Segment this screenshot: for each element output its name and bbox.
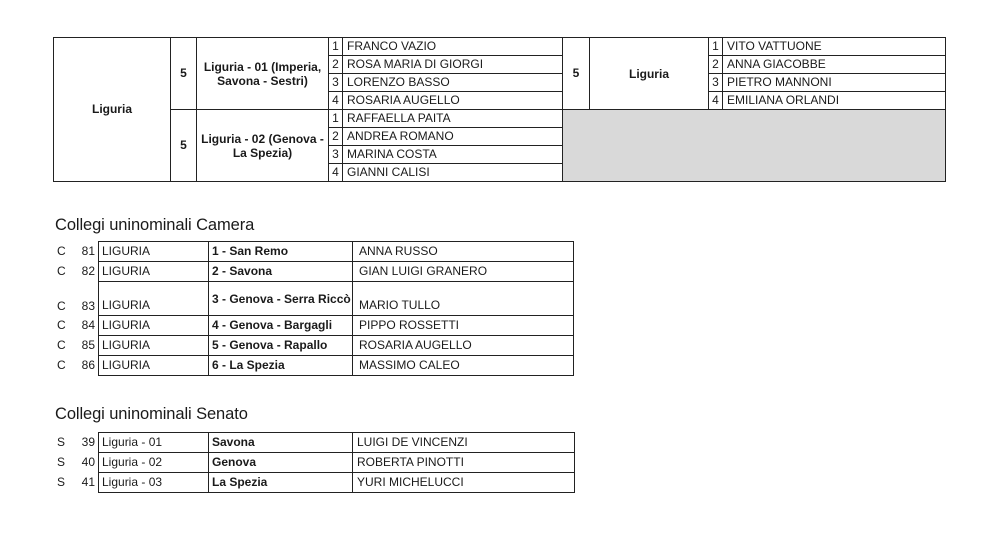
candidate-number: 2: [709, 56, 723, 74]
district-number: 86: [81, 358, 95, 372]
region-cell: Liguria - 02: [99, 453, 209, 473]
senate-seats-cell: 5: [563, 38, 590, 110]
candidate-name: GIANNI CALISI: [343, 164, 563, 182]
candidate-number: 1: [329, 38, 343, 56]
chamber-code: C: [57, 298, 66, 313]
district-number: 82: [81, 264, 95, 278]
collegio-cell: 1 - San Remo: [209, 242, 353, 262]
chamber-code: C: [57, 264, 66, 278]
chamber-code: S: [57, 455, 66, 469]
district-number: 83: [81, 298, 95, 313]
candidate-number: 1: [329, 110, 343, 128]
seats-cell: 5: [171, 38, 197, 110]
candidate-number: 4: [709, 92, 723, 110]
region-cell: Liguria - 03: [99, 473, 209, 493]
candidate-number: 2: [329, 128, 343, 146]
candidate-name: ROSARIA AUGELLO: [343, 92, 563, 110]
district-number: 40: [81, 455, 95, 469]
camera-uninominal-table: [55, 241, 574, 376]
candidate-name: GIAN LUIGI GRANERO: [353, 262, 574, 282]
camera-section-title: Collegi uninominali Camera: [55, 216, 255, 234]
collegio-cell: 3 - Genova - Serra Riccò: [209, 282, 353, 316]
candidate-lists-table: [53, 37, 946, 182]
candidate-number: 4: [329, 92, 343, 110]
region-cell: LIGURIA: [99, 316, 209, 336]
candidate-number: 1: [709, 38, 723, 56]
chamber-code: S: [57, 475, 66, 489]
seats-cell: 5: [171, 110, 197, 182]
table-row: [55, 433, 575, 453]
table-row: [55, 356, 574, 376]
candidate-name: LORENZO BASSO: [343, 74, 563, 92]
district-number: 41: [81, 475, 95, 489]
chamber-code: C: [57, 318, 66, 332]
table-row: [55, 262, 574, 282]
district-number: 81: [81, 244, 95, 258]
district-number: 84: [81, 318, 95, 332]
candidate-name: LUIGI DE VINCENZI: [353, 433, 575, 453]
table-row: [55, 242, 574, 262]
senate-collegio-cell: Liguria: [590, 38, 709, 110]
collegio-cell: Genova: [209, 453, 353, 473]
candidate-number: 3: [709, 74, 723, 92]
candidate-name: ROSARIA AUGELLO: [353, 336, 574, 356]
collegio-cell: 2 - Savona: [209, 262, 353, 282]
senato-uninominal-table: [55, 432, 575, 493]
candidate-name: EMILIANA ORLANDI: [723, 92, 946, 110]
collegio-cell: Savona: [209, 433, 353, 453]
district-number: 85: [81, 338, 95, 352]
table-row: [54, 110, 946, 128]
candidate-name: PIPPO ROSSETTI: [353, 316, 574, 336]
candidate-number: 3: [329, 74, 343, 92]
table-row: [55, 316, 574, 336]
region-cell: Liguria: [54, 38, 171, 182]
collegio-cell: 4 - Genova - Bargagli: [209, 316, 353, 336]
chamber-code: C: [57, 358, 66, 372]
candidate-name: MASSIMO CALEO: [353, 356, 574, 376]
table-row: [54, 38, 946, 56]
candidate-name: MARINA COSTA: [343, 146, 563, 164]
collegio-cell: 6 - La Spezia: [209, 356, 353, 376]
candidate-number: 2: [329, 56, 343, 74]
region-cell: LIGURIA: [99, 282, 209, 316]
senato-section-title: Collegi uninominali Senato: [55, 405, 248, 423]
region-cell: LIGURIA: [99, 356, 209, 376]
empty-gray-cell: [563, 110, 946, 182]
table-row: [55, 336, 574, 356]
candidate-name: ANNA GIACOBBE: [723, 56, 946, 74]
candidate-name: RAFFAELLA PAITA: [343, 110, 563, 128]
region-cell: LIGURIA: [99, 242, 209, 262]
chamber-code: C: [57, 244, 66, 258]
candidate-number: 4: [329, 164, 343, 182]
candidate-name: FRANCO VAZIO: [343, 38, 563, 56]
district-number: 39: [81, 435, 95, 449]
candidate-name: ROSA MARIA DI GIORGI: [343, 56, 563, 74]
table-row: [55, 282, 574, 316]
region-cell: LIGURIA: [99, 336, 209, 356]
candidate-name: MARIO TULLO: [353, 282, 574, 316]
candidate-name: VITO VATTUONE: [723, 38, 946, 56]
region-cell: Liguria - 01: [99, 433, 209, 453]
collegio-cell: 5 - Genova - Rapallo: [209, 336, 353, 356]
collegio-cell: Liguria - 01 (Imperia, Savona - Sestri): [197, 38, 329, 110]
region-cell: LIGURIA: [99, 262, 209, 282]
candidate-number: 3: [329, 146, 343, 164]
collegio-cell: Liguria - 02 (Genova - La Spezia): [197, 110, 329, 182]
candidate-name: YURI MICHELUCCI: [353, 473, 575, 493]
chamber-code: S: [57, 435, 66, 449]
candidate-name: ANDREA ROMANO: [343, 128, 563, 146]
candidate-name: ANNA RUSSO: [353, 242, 574, 262]
collegio-cell: La Spezia: [209, 473, 353, 493]
chamber-code: C: [57, 338, 66, 352]
candidate-name: ROBERTA PINOTTI: [353, 453, 575, 473]
table-row: [55, 473, 575, 493]
table-row: [55, 453, 575, 473]
candidate-name: PIETRO MANNONI: [723, 74, 946, 92]
